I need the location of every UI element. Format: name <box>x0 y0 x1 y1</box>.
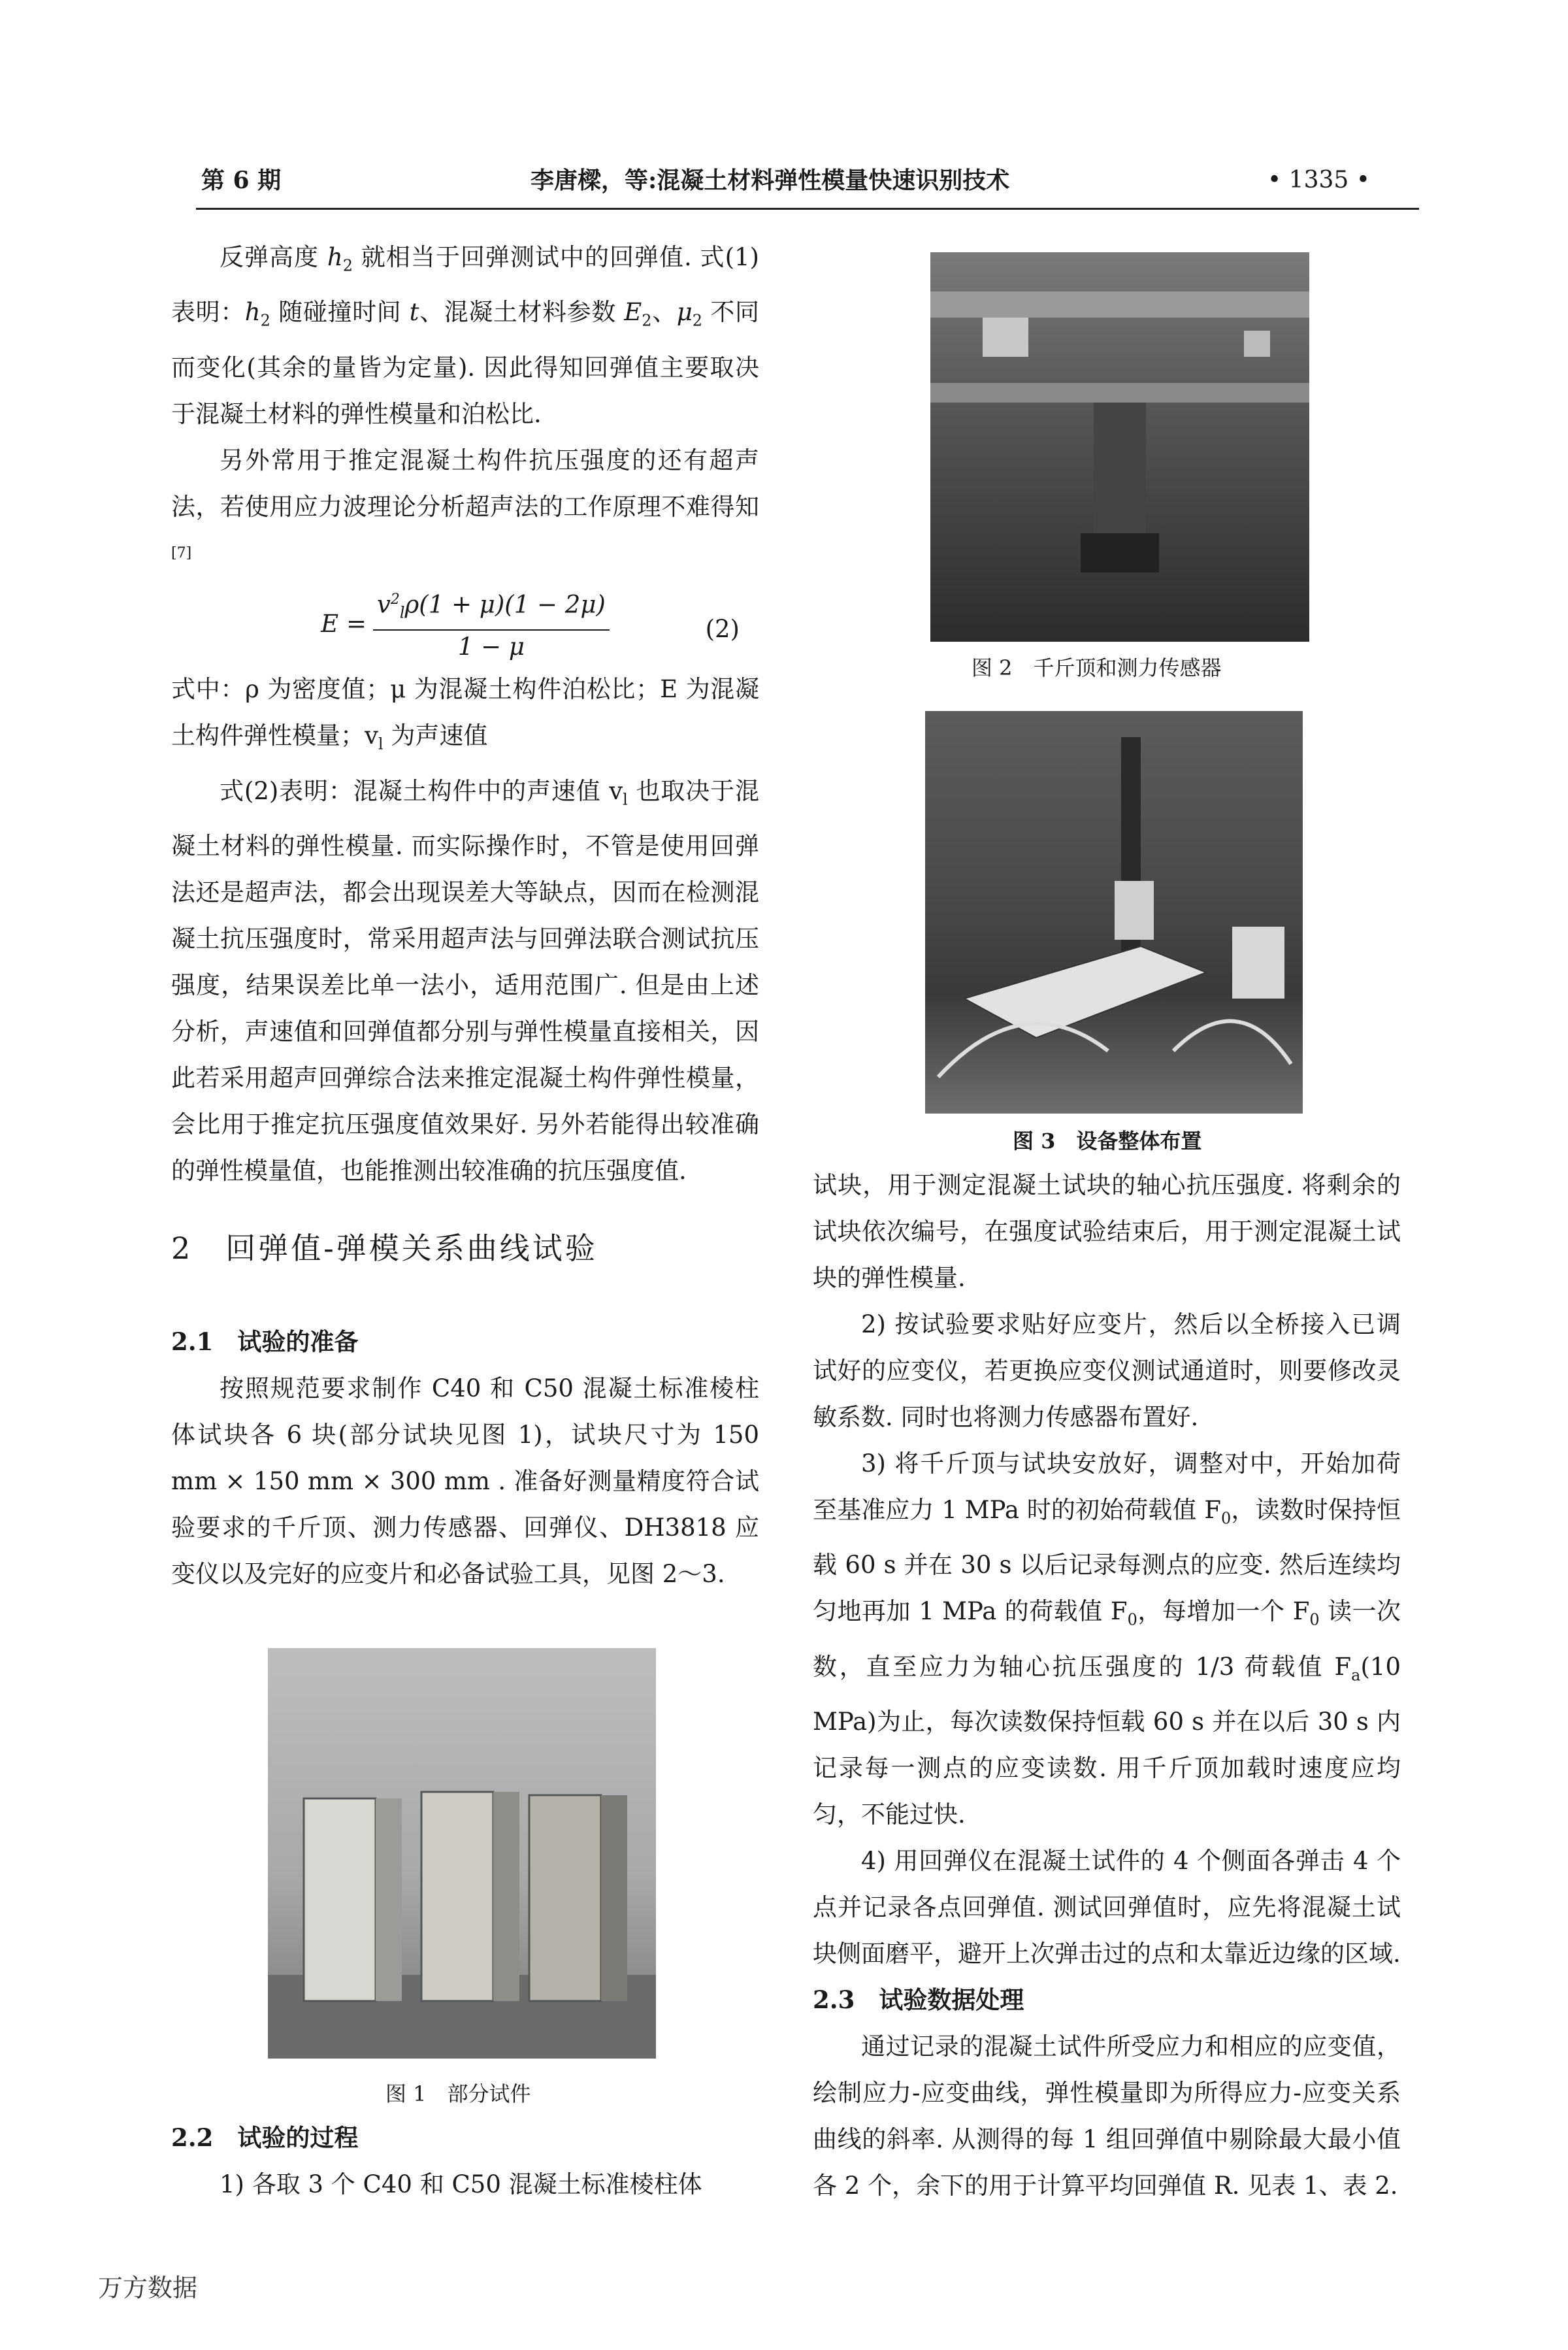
section-2-3-heading: 2.3 试验数据处理 <box>813 1985 1024 2015</box>
left-column-section-2-1 <box>171 1319 759 1597</box>
header-rule <box>196 208 1419 210</box>
running-title: 李唐樑，等:混凝土材料弹性模量快速识别技术 <box>531 167 1010 194</box>
figure-2-caption: 图 2 千斤顶和测力传感器 <box>972 655 1222 680</box>
section-2-heading: 2 回弹值-弹模关系曲线试验 <box>171 1231 598 1266</box>
specimen-illustration <box>268 1648 656 2059</box>
equation-2: E = $\frac{v^2_l\rho(1 + \mu)(1 - 2\mu)}{1 - \mu}$ (2) <box>171 581 759 666</box>
figure-3-photo <box>925 711 1303 1114</box>
footer-watermark: 万方数据 <box>98 2274 198 2302</box>
issue-number: 第 6 期 <box>201 167 282 194</box>
figure-3-caption: 图 3 设备整体布置 <box>1013 1129 1202 1153</box>
paragraph-procedure-2: 2) 按试验要求贴好应变片，然后以全桥接入已调试好的应变仪，若更换应变仪测试通道时，则要修改灵敏系数. 同时也将测力传感器布置好. <box>813 1310 1401 1431</box>
paragraph-procedure-1-continued: 试块，用于测定混凝土试块的轴心抗压强度. 将剩余的试块依次编号，在强度试验结束后，用于测定混凝土试块的弹性模量. <box>813 1171 1401 1292</box>
figure-2-photo <box>930 252 1309 642</box>
paragraph-ultrasonic: 另外常用于推定混凝土构件抗压强度的还有超声法，若使用应力波理论分析超声法的工作原理不难得知[7] <box>171 446 759 561</box>
paragraph-procedure-3: 3) 将千斤顶与试块安放好，调整对中，开始加荷至基准应力 1 MPa 时的初始荷载值 $F_0$，读数时保持恒载 60 s 并在 30 s 以后记录每测点的应变. 然后连续均匀地再加 1 MPa 的荷载值 $F_0$，每增加一个 $F_0$ 读一次数，直至应力为轴心抗压强度的 1/3 荷载值 $F_a(10$ MPa)为止，每次读数保持恒载 60 s 并在以后 30 s 内记录每一测点的应变读数. 用千斤顶加载时速度应均匀，不能过快. <box>813 1449 1401 1829</box>
paragraph-preparation: 按照规范要求制作 C40 和 C50 混凝土标准棱柱体试块各 6 块(部分试块见图 1)，试块尺寸为 150 mm × 150 mm × 300 mm . 准备好测量精度符合试验要求的千斤顶、测力传感器、回弹仪、DH3818 应变仪以及完好的应变片和必备试验工具，见图 2～3. <box>171 1374 759 1588</box>
section-2-2-heading: 2.2 试验的过程 <box>171 2123 359 2152</box>
left-column-section-2-2 <box>171 2115 759 2208</box>
paragraph-data-processing: 通过记录的混凝土试件所受应力和相应的应变值，绘制应力-应变曲线，弹性模量即为所得应力-应变关系曲线的斜率. 从测得的每 1 组回弹值中剔除最大最小值各 2 个，余下的用于计算平均回弹值 R. 见表 1、表 2. <box>813 2032 1401 2200</box>
page-number: • 1335 • <box>1267 167 1370 193</box>
paragraph-eq2-explanation: 式(2)表明：混凝土构件中的声速值 $v_l$ 也取决于混凝土材料的弹性模量. 而实际操作时，不管是使用回弹法还是超声法，都会出现误差大等缺点，因而在检测混凝土抗压强度时，常采用超声法与回弹法联合测试抗压强度，结果误差比单一法小，适用范围广. 但是由上述分析，声速值和回弹值都分别与弹性模量直接相关，因此若采用超声回弹综合法来推定混凝土构件弹性模量，会比用于推定抗压强度值效果好. 另外若能得出较准确的弹性模量值，也能推测出较准确的抗压强度值. <box>171 776 760 1185</box>
figure-1-caption: 图 1 部分试件 <box>385 2081 531 2106</box>
paragraph-rebound-height: 反弹高度 $h_2$ 就相当于回弹测试中的回弹值. 式(1)表明：$h_2$ 随碰撞时间 t、混凝土材料参数 $E_2$、$\mu_2$ 不同而变化(其余的量皆为定量). 因此得知回弹值主要取决于混凝土材料的弹性模量和泊松比. <box>171 243 760 428</box>
paragraph-procedure-4: 4) 用回弹仪在混凝土试件的 4 个侧面各弹击 4 个点并记录各点回弹值. 测试回弹值时，应先将混凝土试块侧面磨平，避开上次弹击过的点和太靠近边缘的区域. <box>813 1847 1401 1968</box>
paragraph-procedure-1: 1) 各取 3 个 C40 和 C50 混凝土标准棱柱体 <box>220 2170 702 2198</box>
figure-1-photo <box>268 1648 656 2059</box>
equipment-layout-illustration <box>925 711 1303 1114</box>
section-2-1-heading: 2.1 试验的准备 <box>171 1327 359 1356</box>
jack-sensor-illustration <box>930 252 1309 642</box>
right-column-text <box>813 1162 1401 2209</box>
paragraph-symbol-definitions: 式中：ρ 为密度值；μ 为混凝土构件泊松比；E 为混凝土构件弹性模量；$v_l$ 为声速值 <box>171 675 759 753</box>
left-column-top <box>171 234 759 1194</box>
